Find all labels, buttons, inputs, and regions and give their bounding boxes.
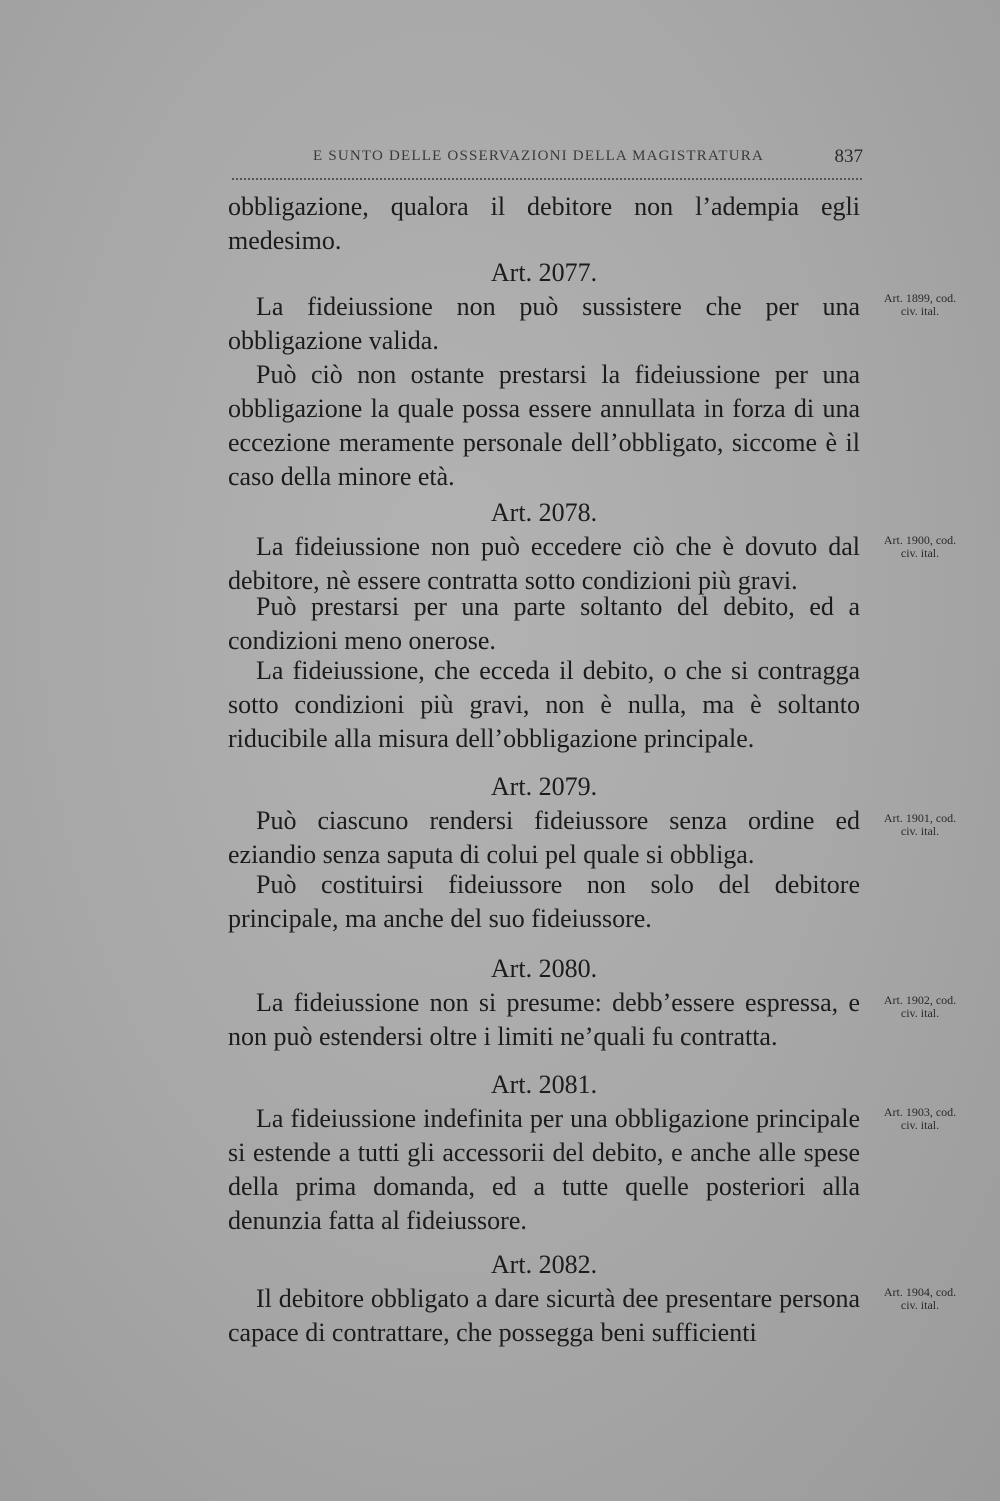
paragraph: La fideiussione indefinita per una obbligazione principale si estende a tutti gli accessorii del debito, e anche alle spese della prima domanda, ed a tutte quelle posteriori alla denunzia fatta al fideiussore. [228, 1104, 860, 1235]
paragraph: La fideiussione, che ecceda il debito, o che si contragga sotto condizioni più gravi, non è nulla, ma è soltanto riducibile alla misura dell’obbligazione principale. [228, 656, 860, 753]
article-heading-2081: Art. 2081. [490, 1070, 598, 1099]
paragraph: Può costituirsi fideiussore non solo del debitore principale, ma anche del suo fideiussore. [228, 870, 860, 933]
margin-note-1899: Art. 1899, cod. civ. ital. [883, 291, 957, 318]
margin-note-1903: Art. 1903, cod. civ. ital. [883, 1105, 957, 1132]
paragraph: La fideiussione non può eccedere ciò che è dovuto dal debitore, nè essere contratta sotto condizioni più gravi. [228, 532, 860, 595]
article-heading-2080: Art. 2080. [490, 954, 598, 983]
paragraph: Può ciascuno rendersi fideiussore senza ordine ed eziandio senza saputa di colui pel quale si obbliga. [228, 806, 860, 869]
article-heading-2082: Art. 2082. [490, 1250, 598, 1279]
article-heading-2077: Art. 2077. [490, 258, 598, 287]
paragraph: Il debitore obbligato a dare sicurtà dee presentare persona capace di contrattare, che possegga beni sufficienti [228, 1284, 860, 1347]
paragraph: Può ciò non ostante prestarsi la fideiussione per una obbligazione la quale possa essere annullata in forza di una eccezione meramente personale dell’obbligato, siccome è il caso della minore età. [228, 360, 860, 491]
paragraph: Può prestarsi per una parte soltanto del debito, ed a condizioni meno onerose. [228, 592, 860, 655]
margin-note-1901: Art. 1901, cod. civ. ital. [883, 811, 957, 838]
margin-note-1904: Art. 1904, cod. civ. ital. [883, 1285, 957, 1312]
paragraph: obbligazione, qualora il debitore non l’adempia egli medesimo. [228, 192, 860, 255]
paragraph: La fideiussione non si presume: debb’essere espressa, e non può estendersi oltre i limiti ne’quali fu contratta. [228, 988, 860, 1051]
page-number: 837 [834, 146, 863, 167]
article-heading-2078: Art. 2078. [490, 498, 598, 527]
running-title: E SUNTO DELLE OSSERVAZIONI DELLA MAGISTRATURA [313, 148, 764, 164]
header-rule [232, 178, 862, 180]
article-heading-2079: Art. 2079. [490, 772, 598, 801]
margin-note-1902: Art. 1902, cod. civ. ital. [883, 993, 957, 1020]
margin-note-1900: Art. 1900, cod. civ. ital. [883, 533, 957, 560]
paragraph: La fideiussione non può sussistere che per una obbligazione valida. [228, 292, 860, 355]
